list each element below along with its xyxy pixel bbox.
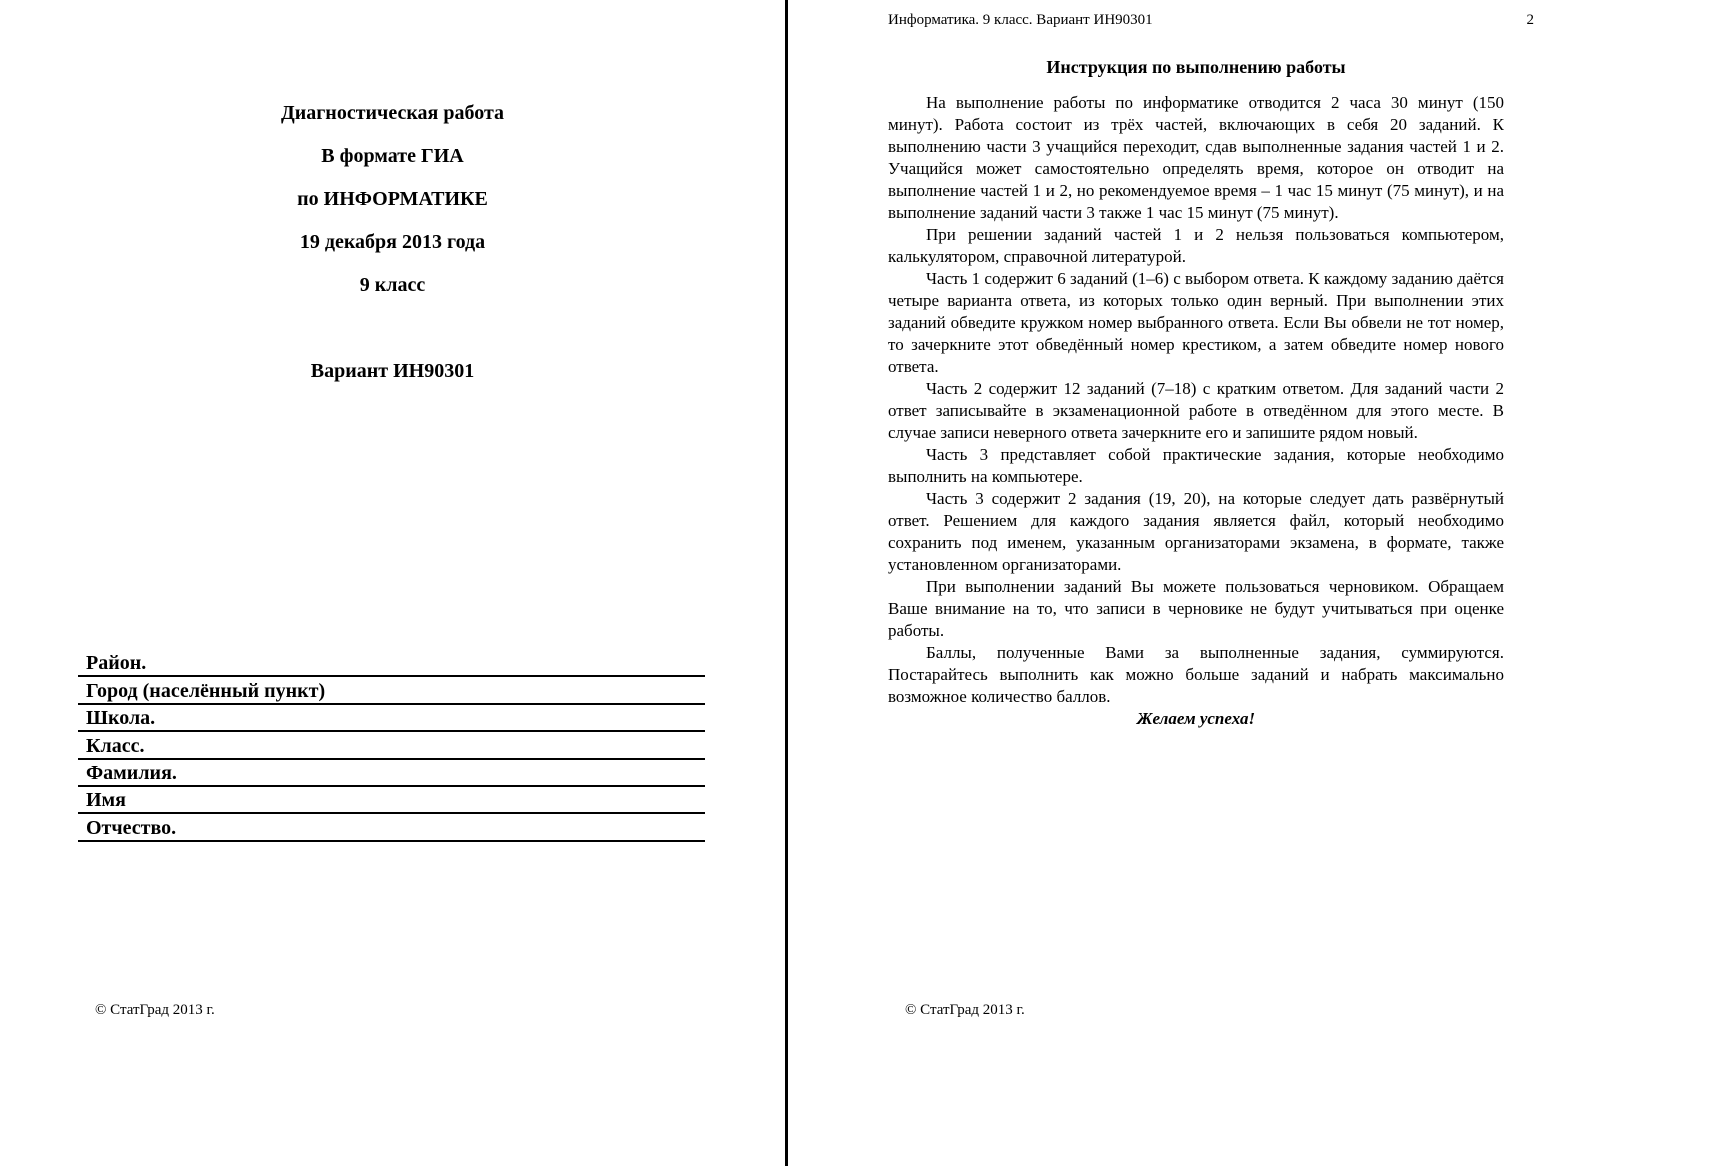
form-field-label: Класс. [86,734,145,757]
instructions-page [788,0,1712,1166]
title-block [0,92,785,393]
instructions-paragraph: Баллы, полученные Вами за выполненные задания, суммируются. Постарайтесь выполнить как можно больше заданий и набрать максимально возможное количество баллов. [888,643,1504,706]
copyright-footer: © СтатГрад 2013 г. [905,1002,1025,1018]
instructions-paragraph: На выполнение работы по информатике отводится 2 часа 30 минут (150 минут). Работа состоит из трёх частей, включающих в себя 20 заданий. К выполнению части 3 учащийся переходит, сдав выполненные задания частей 1 и 2. Учащийся может самостоятельно определять время, которое он отводит на выполнение частей 1 и 2, но рекомендуемое время – 1 час 15 минут (75 минут), и на выполнение заданий части 3 также 1 час 15 минут (75 минут). [888,93,1504,222]
form-field-label: Фамилия. [86,761,177,784]
form-field-label: Школа. [86,707,156,730]
instructions-heading: Инструкция по выполнению работы [1046,57,1346,77]
variant-label: Вариант ИН90301 [310,360,475,382]
form-field-row-city [78,677,705,704]
title-line: В формате ГИА [321,145,464,167]
form-field-label: Город (населённый пункт) [86,679,326,702]
instructions-paragraph: Часть 2 содержит 12 заданий (7–18) с кратким ответом. Для заданий части 2 ответ записывайте в экзаменационной работе в отведённом для этого месте. В случае записи неверного ответа зачеркните его и запишите рядом новый. [888,379,1504,442]
running-title: Информатика. 9 класс. Вариант ИН90301 [888,12,1153,28]
title-line: Диагностическая работа [280,102,505,124]
instructions-paragraph: При решении заданий частей 1 и 2 нельзя пользоваться компьютером, калькулятором, справочной литературой. [888,225,1504,266]
copyright-footer: © СтатГрад 2013 г. [95,1002,215,1018]
title-page [0,0,785,1166]
form-field-row-surname [78,760,705,787]
page-header [888,12,1534,29]
form-field-row-name [78,787,705,814]
form-field-row-district [78,650,705,677]
page-number: 2 [1526,12,1534,28]
instructions-paragraph: Часть 3 содержит 2 задания (19, 20), на которые следует дать развёрнутый ответ. Решением для каждого задания является файл, который необходимо сохранить под именем, указанным организаторами экзамена, в формате, также установленном организаторами. [888,489,1504,574]
title-line: 9 класс [359,274,426,296]
form-field-row-class [78,732,705,759]
title-line: по ИНФОРМАТИКЕ [297,188,488,210]
instructions-paragraph: Часть 3 представляет собой практические задания, которые необходимо выполнить на компьютере. [888,445,1504,486]
instructions-paragraph: Часть 1 содержит 6 заданий (1–6) с выбором ответа. К каждому заданию даётся четыре варианта ответа, из которых только один верный. При выполнении этих заданий обведите кружком номер выбранного ответа. Если Вы обвели не тот номер, то зачеркните этот обведённый номер крестиком, а затем обведите номер нового ответа. [888,269,1504,376]
form-field-row-patronymic [78,814,705,841]
instructions-body [888,56,1504,730]
form-field-row-school [78,705,705,732]
form-field-label: Имя [86,789,126,812]
good-luck-message: Желаем успеха! [1136,709,1256,728]
title-line: 19 декабря 2013 года [299,231,486,253]
form-field-label: Район. [86,652,147,675]
student-info-form [78,650,705,842]
instructions-paragraph: При выполнении заданий Вы можете пользоваться черновиком. Обращаем Ваше внимание на то, что записи в черновике не будут учитываться при оценке работы. [888,577,1504,640]
form-field-label: Отчество. [86,816,177,839]
